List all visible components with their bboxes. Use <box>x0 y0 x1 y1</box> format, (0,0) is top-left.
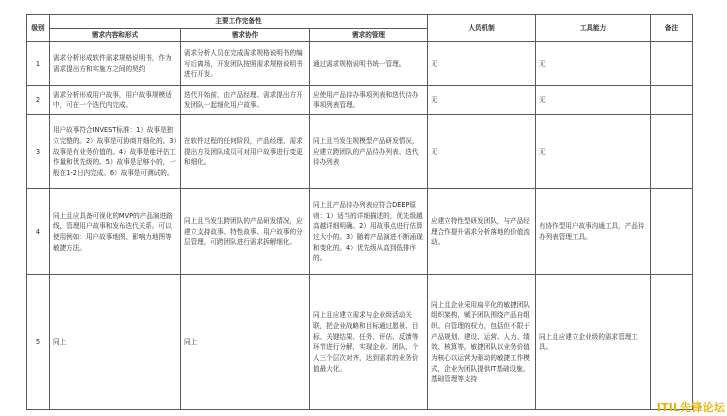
cell-remarks <box>651 189 693 275</box>
cell-mgmt: 同上且当发生规模型产品研发情况，应建立跨团队的产品待办列表、迭代待办列表 <box>310 115 428 189</box>
cell-mgmt: 同上且应建立需求与企业级活动关联，把企业战略和目标通过愿景、目标、关键结果、任务、评估、反馈等环节进行分解，实现企业、团队、个人三个层次对齐，达到需求的业务价值最大化。 <box>310 275 428 410</box>
table-row <box>27 42 693 86</box>
cell-tools: 有协作型用户故事沟通工具，产品待办列表管理工具。 <box>536 189 651 275</box>
cell-people: 同上且企业采用扁平化的敏捷团队组织架构，赋予团队围绕产品自组织、自管理的权力，包括但不限于产品规划、建设、运营、人力、绩效、核算等。敏捷团队以业务价值为核心以运营为驱动的敏捷工作模式，企业为团队提供IT基础设施、基础管理等支持 <box>428 275 536 410</box>
cell-content: 用户故事符合INVEST标准：1）故事是独立完整的。2）故事是可协商并细化的。3）故事是有业务价值的。4）故事是能评估工作量和优先级的。5）故事是足够小的，一般在1-2日内完成。6）故事是可测试的。 <box>50 115 181 189</box>
cell-tools: 无 <box>536 42 651 86</box>
header-req-content: 需求内容和形式 <box>50 28 181 42</box>
cell-content: 需求分析形成软件需求规格说明书，作为需求提出方和实施方之间的契约 <box>50 42 181 86</box>
cell-people: 应建立特性型研发团队，与产品经理合作提升需求分析落地的价值流动。 <box>428 189 536 275</box>
header-req-collab: 需求协作 <box>181 28 310 42</box>
cell-people: 无 <box>428 115 536 189</box>
table-row <box>27 115 693 189</box>
header-main-work: 主要工作完备性 <box>50 15 428 29</box>
requirements-maturity-table <box>26 14 693 410</box>
cell-people: 无 <box>428 86 536 115</box>
cell-mgmt: 应使用产品待办事项列表和迭代待办事项列表管理。 <box>310 86 428 115</box>
cell-level: 3 <box>27 115 50 189</box>
header-tools: 工具能力 <box>536 15 651 42</box>
cell-collab: 需求分析人员在完成需求规格说明书的编写后离场，开发团队按照需求规格说明书进行开发。 <box>181 42 310 86</box>
cell-level: 2 <box>27 86 50 115</box>
cell-collab: 迭代开始前，由产品经理、需求提出方开发团队一起细化用户故事。 <box>181 86 310 115</box>
cell-remarks <box>651 275 693 410</box>
header-req-mgmt: 需求的管理 <box>310 28 428 42</box>
cell-mgmt: 通过需求规格说明书统一管理。 <box>310 42 428 86</box>
cell-tools: 同上且应建立企业级的需求管理工具。 <box>536 275 651 410</box>
table-row <box>27 86 693 115</box>
cell-content: 同上且应具备可视化的MVP的产品演进路线，管理用户故事和发布迭代关系。可以使用例如：用户故事地图、影响力地图等敏捷方法。 <box>50 189 181 275</box>
cell-remarks <box>651 86 693 115</box>
cell-collab: 在软件过程的任何阶段，产品经理、需求提出方及团队成员可对用户故事进行变更和细化。 <box>181 115 310 189</box>
cell-level: 1 <box>27 42 50 86</box>
cell-level: 5 <box>27 275 50 410</box>
cell-mgmt: 同上且产品待办列表应符合DEEP原则：1）适当的详细描述的，优先级越高越详细明确。2）用故事点进行估算过大小的。3）随着产品演进不断涌现和变化的。4）优先级从高到低排序的。 <box>310 189 428 275</box>
cell-content: 需求分析形成用户故事，用户故事规模适中，可在一个迭代内完成。 <box>50 86 181 115</box>
cell-content: 同上 <box>50 275 181 410</box>
cell-level: 4 <box>27 189 50 275</box>
cell-remarks <box>651 115 693 189</box>
header-people: 人员机制 <box>428 15 536 42</box>
cell-tools: 无 <box>536 86 651 115</box>
header-remarks: 备注 <box>651 15 693 42</box>
cell-remarks <box>651 42 693 86</box>
table-row <box>27 275 693 410</box>
cell-people: 无 <box>428 42 536 86</box>
header-level: 级别 <box>27 15 50 42</box>
table-row <box>27 189 693 275</box>
cell-collab: 同上且当发生跨团队的产品研发情况，应建立支持故事、特性故事、用户故事的分层管理，可跨团队进行需求拆解细化。 <box>181 189 310 275</box>
cell-collab: 同上 <box>181 275 310 410</box>
forum-watermark: ITIL先锋论坛 <box>656 401 725 414</box>
cell-tools: 无 <box>536 115 651 189</box>
